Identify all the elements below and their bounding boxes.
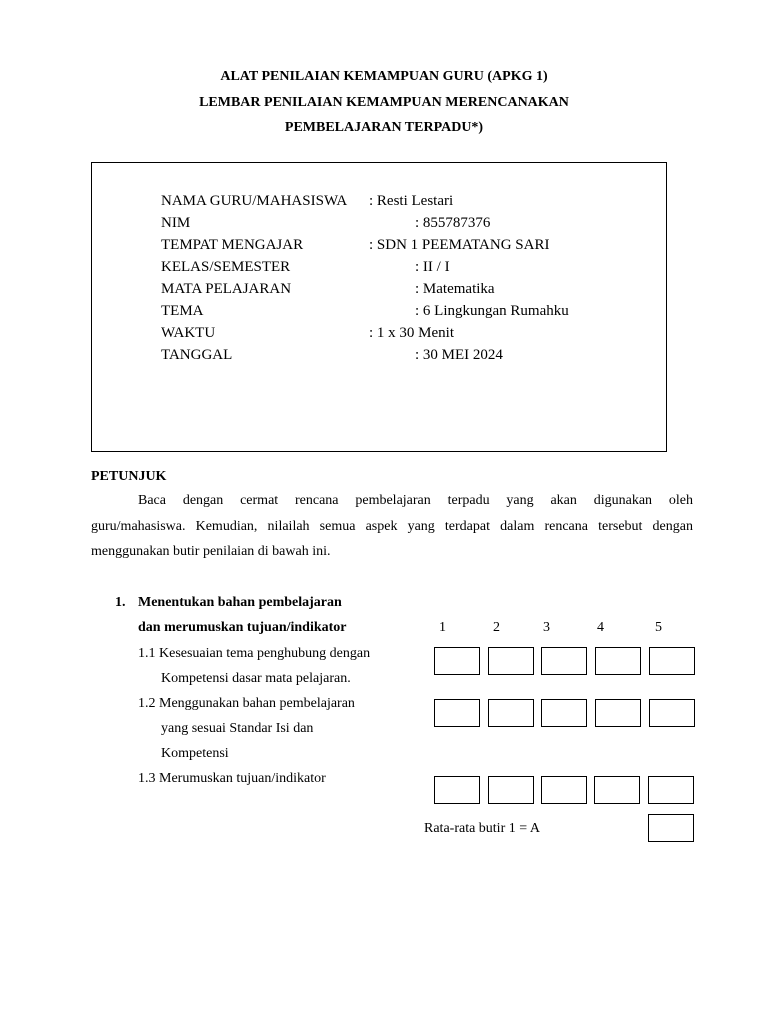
tempat-mengajar-value: : SDN 1 PEEMATANG SARI xyxy=(369,237,550,253)
tema-label: TEMA xyxy=(161,303,204,319)
item-1-2-score-box-4[interactable] xyxy=(595,699,641,727)
item-1-1-line-2: Kompetensi dasar mata pelajaran. xyxy=(161,671,351,686)
petunjuk-line-3: menggunakan butir penilaian di bawah ini. xyxy=(91,544,331,559)
average-label: Rata-rata butir 1 = A xyxy=(424,821,540,836)
tanggal-label: TANGGAL xyxy=(161,347,233,363)
section-1-number: 1. xyxy=(115,595,126,610)
petunjuk-heading: PETUNJUK xyxy=(91,469,167,484)
scale-label-1: 1 xyxy=(439,620,446,635)
item-1-1-line-1: 1.1 Kesesuaian tema penghubung dengan xyxy=(138,646,371,661)
tanggal-value: : 30 MEI 2024 xyxy=(415,347,503,363)
item-1-2-line-3: Kompetensi xyxy=(161,746,229,761)
nama-value: : Resti Lestari xyxy=(369,193,454,209)
item-1-2-score-box-1[interactable] xyxy=(434,699,480,727)
item-1-2-score-box-3[interactable] xyxy=(541,699,587,727)
kelas-semester-value: : II / I xyxy=(415,259,450,275)
item-1-1-score-box-4[interactable] xyxy=(595,647,641,675)
average-score-box[interactable] xyxy=(648,814,694,842)
item-1-3-line-1: 1.3 Merumuskan tujuan/indikator xyxy=(138,771,326,786)
document-title-line-1: ALAT PENILAIAN KEMAMPUAN GURU (APKG 1) xyxy=(220,69,548,84)
section-1-heading-line-2: dan merumuskan tujuan/indikator xyxy=(138,620,347,635)
document-title-line-3: PEMBELAJARAN TERPADU*) xyxy=(284,120,484,135)
item-1-3-score-box-3[interactable] xyxy=(541,776,587,804)
scale-label-4: 4 xyxy=(597,620,604,635)
nim-label: NIM xyxy=(161,215,191,231)
scale-label-5: 5 xyxy=(655,620,662,635)
item-1-2-score-box-5[interactable] xyxy=(649,699,695,727)
item-1-1-score-box-3[interactable] xyxy=(541,647,587,675)
kelas-semester-label: KELAS/SEMESTER xyxy=(161,259,291,275)
document-title-line-2: LEMBAR PENILAIAN KEMAMPUAN MERENCANAKAN xyxy=(199,95,569,110)
scale-label-3: 3 xyxy=(543,620,550,635)
item-1-1-score-box-1[interactable] xyxy=(434,647,480,675)
nim-value: : 855787376 xyxy=(415,215,491,231)
tempat-mengajar-label: TEMPAT MENGAJAR xyxy=(161,237,304,253)
waktu-value: : 1 x 30 Menit xyxy=(369,325,454,341)
item-1-3-score-box-1[interactable] xyxy=(434,776,480,804)
scale-label-2: 2 xyxy=(493,620,500,635)
item-1-2-score-box-2[interactable] xyxy=(488,699,534,727)
petunjuk-line-1: Baca dengan cermat rencana pembelajaran terpadu yang akan digunakan oleh xyxy=(138,493,693,508)
item-1-3-score-box-4[interactable] xyxy=(594,776,640,804)
section-1-heading-line-1: Menentukan bahan pembelajaran xyxy=(138,595,342,610)
item-1-1-score-box-2[interactable] xyxy=(488,647,534,675)
item-1-2-line-2: yang sesuai Standar Isi dan xyxy=(161,721,314,736)
waktu-label: WAKTU xyxy=(161,325,216,341)
item-1-3-score-box-5[interactable] xyxy=(648,776,694,804)
tema-value: : 6 Lingkungan Rumahku xyxy=(415,303,569,319)
item-1-1-score-box-5[interactable] xyxy=(649,647,695,675)
item-1-3-score-box-2[interactable] xyxy=(488,776,534,804)
nama-label: NAMA GURU/MAHASISWA xyxy=(161,193,348,209)
mata-pelajaran-label: MATA PELAJARAN xyxy=(161,281,292,297)
mata-pelajaran-value: : Matematika xyxy=(415,281,495,297)
petunjuk-line-2: guru/mahasiswa. Kemudian, nilailah semua aspek yang terdapat dalam rencana tersebut dengan xyxy=(91,519,693,534)
item-1-2-line-1: 1.2 Menggunakan bahan pembelajaran xyxy=(138,696,355,711)
